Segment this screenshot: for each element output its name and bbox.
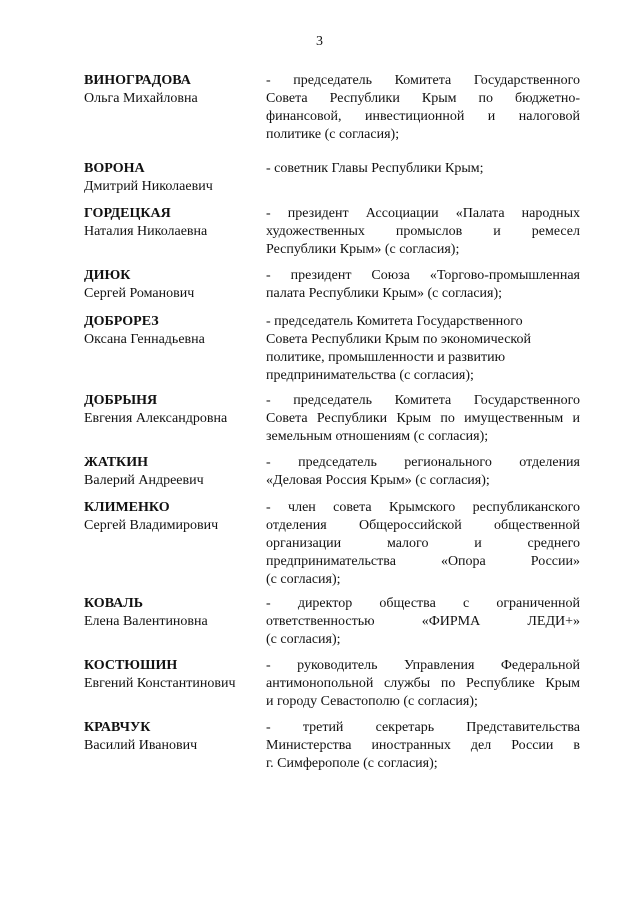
given-names: Сергей Романович (84, 286, 195, 301)
description-line: «Деловая Россия Крым» (с согласия); (266, 473, 490, 488)
description-line: - советник Главы Республики Крым; (266, 161, 484, 176)
surname: ГОРДЕЦКАЯ (84, 206, 171, 221)
description-line: и городу Севастополю (с согласия); (266, 694, 478, 709)
surname: КОСТЮШИН (84, 658, 178, 673)
given-names: Валерий Андреевич (84, 473, 204, 488)
person-name (84, 595, 269, 631)
description-line: - директор общества с ограниченной (266, 596, 580, 611)
person-name (84, 719, 269, 755)
position-description (266, 595, 580, 649)
description-line: - председатель Комитета Государственного (266, 73, 580, 88)
description-line: - председатель Комитета Государственного (266, 393, 580, 408)
surname: ДОБРОРЕЗ (84, 314, 159, 329)
position-description (266, 267, 580, 303)
surname: ЖАТКИН (84, 455, 148, 470)
given-names: Дмитрий Николаевич (84, 179, 213, 194)
description-line: - третий секретарь Представительства (266, 720, 580, 735)
surname: ВИНОГРАДОВА (84, 73, 191, 88)
description-line: - член совета Крымского республиканского (266, 500, 580, 515)
description-line: Республики Крым» (с согласия); (266, 242, 460, 257)
description-line: предпринимательства «Опора России» (266, 554, 580, 569)
description-line: - президент Союза «Торгово-промышленная (266, 268, 580, 283)
person-name (84, 657, 269, 693)
person-name (84, 454, 269, 490)
position-description (266, 72, 580, 144)
description-line: - председатель Комитета Государственного (266, 314, 523, 329)
position-description (266, 160, 580, 178)
given-names: Ольга Михайловна (84, 91, 198, 106)
description-line: организации малого и среднего (266, 536, 580, 551)
description-line: Министерства иностранных дел России в (266, 738, 580, 753)
description-line: Совета Республики Крым по бюджетно- (266, 91, 580, 106)
description-line: отделения Общероссийской общественной (266, 518, 580, 533)
description-line: (с согласия); (266, 632, 341, 647)
description-line: финансовой, инвестиционной и налоговой (266, 109, 580, 124)
description-line: г. Симферополе (с согласия); (266, 756, 438, 771)
description-line: ответственностью «ФИРМА ЛЕДИ+» (266, 614, 580, 629)
surname: ДИЮК (84, 268, 131, 283)
person-name (84, 499, 269, 535)
given-names: Елена Валентиновна (84, 614, 208, 629)
description-line: Совета Республики Крым по экономической (266, 332, 531, 347)
description-line: политике (с согласия); (266, 127, 400, 142)
position-description (266, 499, 580, 589)
description-line: политике, промышленности и развитию (266, 350, 506, 365)
description-line: Совета Республики Крым по имущественным и (266, 411, 580, 426)
position-description (266, 205, 580, 259)
position-description (266, 454, 580, 490)
person-name (84, 267, 269, 303)
description-line: художественных промыслов и ремесел (266, 224, 580, 239)
description-line: палата Республики Крым» (с согласия); (266, 286, 503, 301)
person-name (84, 205, 269, 241)
page-number: 3 (316, 34, 323, 49)
description-line: предпринимательства (с согласия); (266, 368, 474, 383)
position-description (266, 657, 580, 711)
surname: КЛИМЕНКО (84, 500, 170, 515)
surname: ДОБРЫНЯ (84, 393, 158, 408)
description-line: - председатель регионального отделения (266, 455, 580, 470)
description-line: - президент Ассоциации «Палата народных (266, 206, 580, 221)
description-line: - руководитель Управления Федеральной (266, 658, 580, 673)
person-name (84, 72, 269, 108)
given-names: Василий Иванович (84, 738, 198, 753)
given-names: Евгений Константинович (84, 676, 236, 691)
description-line: земельным отношениям (с согласия); (266, 429, 489, 444)
given-names: Наталия Николаевна (84, 224, 208, 239)
given-names: Евгения Александровна (84, 411, 228, 426)
given-names: Сергей Владимирович (84, 518, 219, 533)
position-description (266, 392, 580, 446)
given-names: Оксана Геннадьевна (84, 332, 205, 347)
position-description (266, 313, 580, 385)
description-line: (с согласия); (266, 572, 341, 587)
surname: КОВАЛЬ (84, 596, 143, 611)
surname: КРАВЧУК (84, 720, 151, 735)
person-name (84, 160, 269, 196)
position-description (266, 719, 580, 773)
person-name (84, 392, 269, 428)
person-name (84, 313, 269, 349)
surname: ВОРОНА (84, 161, 145, 176)
description-line: антимонопольной службы по Республике Крым (266, 676, 580, 691)
